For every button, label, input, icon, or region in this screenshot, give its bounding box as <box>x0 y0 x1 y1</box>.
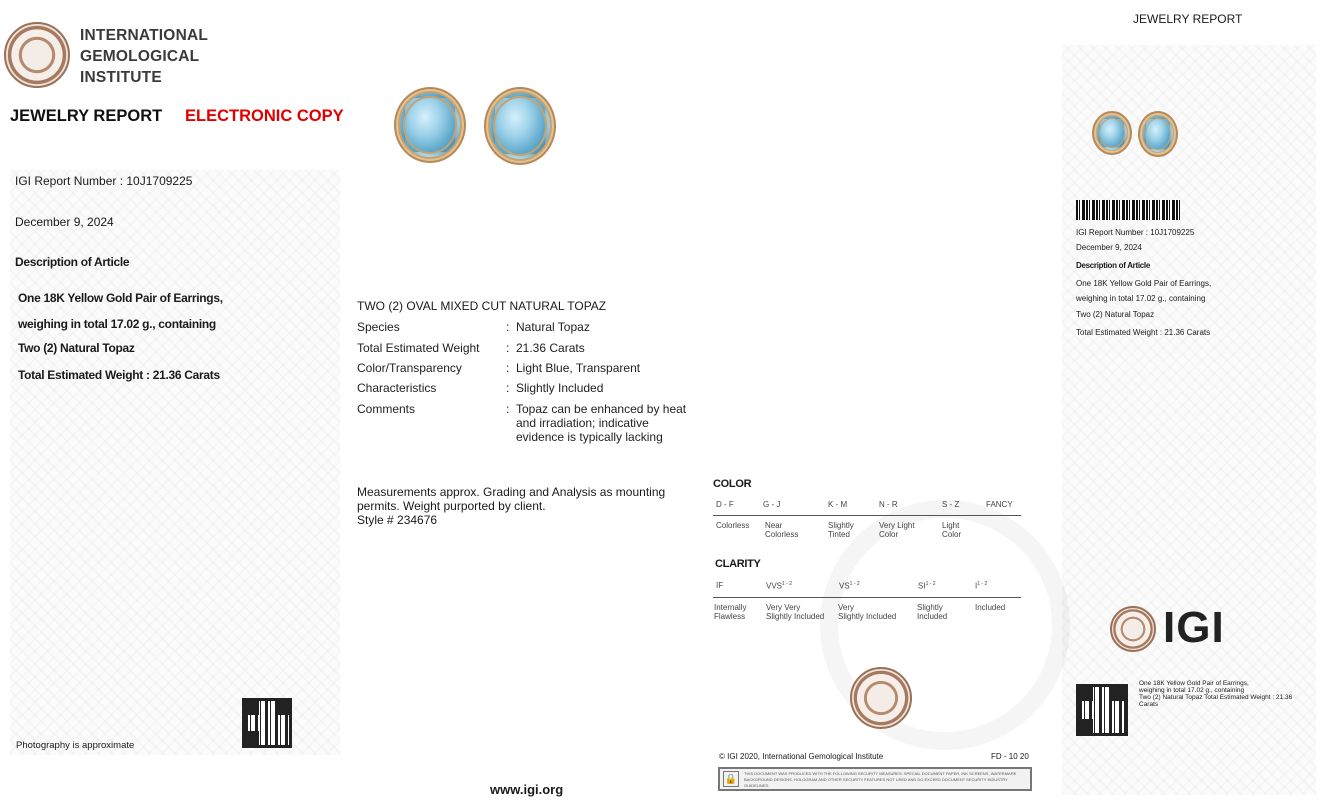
right-description-line: One 18K Yellow Gold Pair of Earrings, <box>1076 279 1212 288</box>
barcode <box>1076 200 1180 220</box>
description-line: Two (2) Natural Topaz <box>18 341 135 355</box>
right-report-date: December 9, 2024 <box>1076 243 1142 252</box>
institute-name-line1: INTERNATIONAL <box>80 27 209 44</box>
right-earring-photo-right <box>1142 115 1174 153</box>
field-value-characteristics: Slightly Included <box>516 381 604 395</box>
qr-code[interactable] <box>242 698 292 748</box>
clarity-grade: VVS$^{1 - 2}$ <box>766 581 793 591</box>
color-grade: S - Z <box>942 500 960 509</box>
right-footer-description: One 18K Yellow Gold Pair of Earrings, weighing in total 17.02 g., containing Two (2) Natural Topaz Total Estimated Weight : 21.36 Carats <box>1139 680 1293 708</box>
field-value-weight: 21.36 Carats <box>516 341 585 355</box>
field-sep: : <box>506 320 510 334</box>
comments-line: and irradiation; indicative <box>516 416 649 430</box>
right-igi-seal <box>1110 606 1156 652</box>
right-description-line: weighing in total 17.02 g., containing <box>1076 294 1206 303</box>
color-scale-heading: COLOR <box>713 478 752 490</box>
field-label-species: Species <box>357 320 400 334</box>
clarity-grade: $I^{1 - 2}$ <box>975 581 988 591</box>
clarity-grade: IF <box>716 581 724 590</box>
clarity-grade: VS$^{1 - 2}$ <box>839 581 860 591</box>
security-strip <box>718 767 1032 791</box>
report-number: IGI Report Number : 10J1709225 <box>15 174 193 188</box>
clarity-desc: Very Very Slightly Included <box>766 603 825 621</box>
igi-seal-stamp <box>850 667 912 729</box>
field-sep: : <box>506 361 510 375</box>
security-note: THIS DOCUMENT WAS PRODUCED WITH THE FOLLOWING SECURITY MEASURES: SPECIAL DOCUMENT PAPER, INK SCREENS, WATERMARK BACKGROUND DESIGNS, HOLOGRAM AND OTHER SECURITY FEATURES NOT USED AND DO EXCEED DOCUMENT SECURITY INDUSTRY GUIDELINES. <box>744 771 1017 787</box>
measurement-line: Measurements approx. Grading and Analysis as mounting <box>357 485 666 499</box>
right-description-line: Two (2) Natural Topaz <box>1076 310 1155 319</box>
field-value-color: Light Blue, Transparent <box>516 361 641 375</box>
clarity-desc: Included <box>975 603 1006 612</box>
description-line: weighing in total 17.02 g., containing <box>18 317 216 331</box>
field-value-comments <box>516 402 696 444</box>
lock-icon: 🔒 <box>723 771 739 787</box>
color-grade: G - J <box>763 500 781 509</box>
description-heading: Description of Article <box>15 255 130 269</box>
clarity-desc: Slightly Included <box>917 603 948 621</box>
right-igi-wordmark: IGI <box>1163 603 1225 652</box>
color-desc: Colorless <box>716 521 750 530</box>
field-label-color: Color/Transparency <box>357 361 462 375</box>
institute-name-line2: GEMOLOGICAL <box>80 48 200 65</box>
comments-line: Topaz can be enhanced by heat <box>516 402 687 416</box>
institute-name <box>80 25 208 88</box>
institute-name-line3: INSTITUTE <box>80 69 162 86</box>
clarity-desc: Very Slightly Included <box>838 603 897 621</box>
color-desc: Light Color <box>942 521 962 539</box>
field-label-characteristics: Characteristics <box>357 381 437 395</box>
electronic-copy-label: ELECTRONIC COPY <box>185 107 344 125</box>
clarity-desc: Internally Flawless <box>714 603 747 621</box>
clarity-scale-heading: CLARITY <box>715 558 761 570</box>
clarity-grade: SI$^{1 - 2}$ <box>918 581 936 591</box>
form-code: FD - 10 20 <box>991 752 1029 761</box>
website-link[interactable]: www.igi.org <box>490 782 564 797</box>
clarity-scale-divider <box>713 597 1021 598</box>
right-earring-photo-left <box>1096 115 1128 151</box>
color-grade: K - M <box>828 500 848 509</box>
description-line: Total Estimated Weight : 21.36 Carats <box>18 368 220 382</box>
comments-line: evidence is typically lacking <box>516 430 663 444</box>
earring-photo-left <box>398 91 462 159</box>
photography-note: Photography is approximate <box>16 740 135 751</box>
right-report-number: IGI Report Number : 10J1709225 <box>1076 228 1195 237</box>
measurement-line: Style # 234676 <box>357 513 438 527</box>
description-line: One 18K Yellow Gold Pair of Earrings, <box>18 291 223 305</box>
color-grade: N - R <box>879 500 898 509</box>
measurement-line: permits. Weight purported by client. <box>357 499 546 513</box>
color-desc: Near Colorless <box>765 521 799 539</box>
copyright: © IGI 2020, International Gemological Institute <box>719 752 884 761</box>
report-title: JEWELRY REPORT <box>10 107 163 125</box>
field-label-weight: Total Estimated Weight <box>357 341 480 355</box>
right-report-title: JEWELRY REPORT <box>1133 12 1243 26</box>
field-label-comments: Comments <box>357 402 416 416</box>
color-desc: Slightly Tinted <box>828 521 854 539</box>
color-grade: D - F <box>716 500 734 509</box>
earring-photo-right <box>488 91 552 161</box>
right-qr-code[interactable] <box>1076 684 1128 736</box>
field-value-species: Natural Topaz <box>516 320 590 334</box>
field-sep: : <box>506 381 510 395</box>
color-scale-divider <box>713 515 1021 516</box>
right-description-heading: Description of Article <box>1076 261 1151 270</box>
color-grade: FANCY <box>986 500 1013 509</box>
right-description-line: Total Estimated Weight : 21.36 Carats <box>1076 328 1211 337</box>
item-title: TWO (2) OVAL MIXED CUT NATURAL TOPAZ <box>357 299 607 313</box>
field-sep: : <box>506 402 510 416</box>
measurement-note <box>357 485 665 527</box>
color-desc: Very Light Color <box>879 521 915 539</box>
field-sep: : <box>506 341 510 355</box>
report-date: December 9, 2024 <box>15 215 114 229</box>
igi-seal-logo <box>4 22 70 88</box>
